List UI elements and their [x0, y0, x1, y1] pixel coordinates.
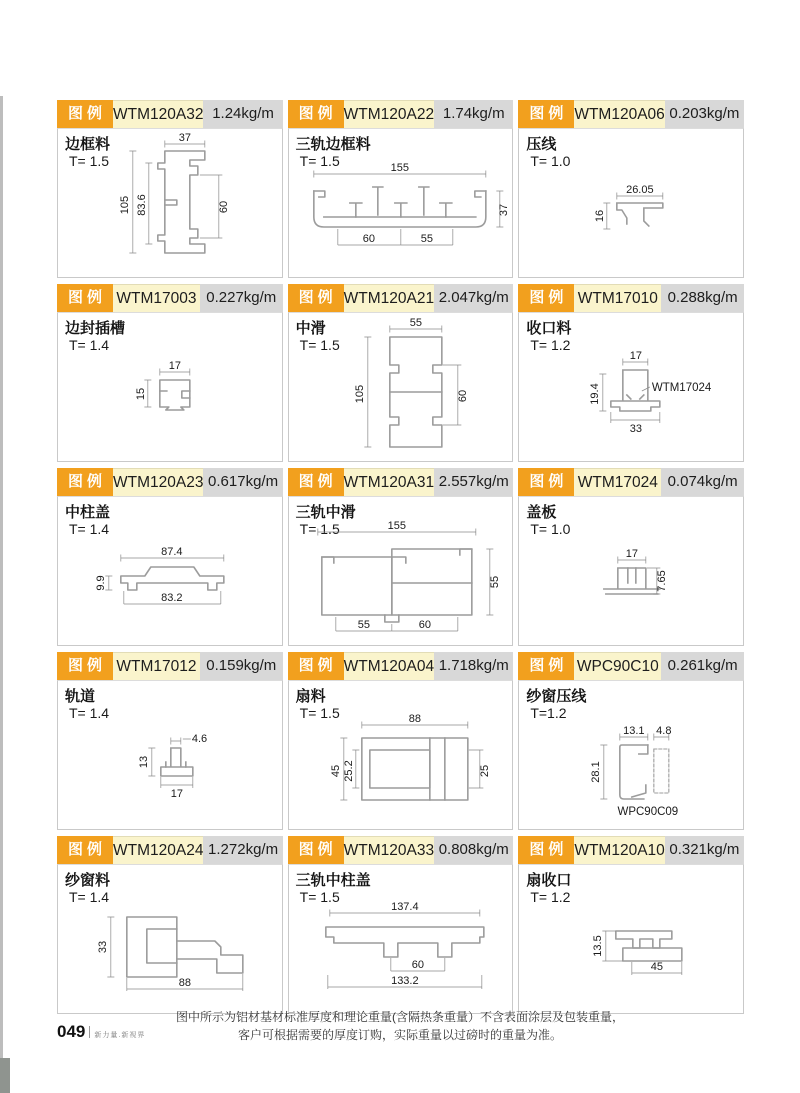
profile-outline	[158, 151, 205, 253]
profile-card	[57, 100, 283, 278]
card-header	[288, 100, 514, 128]
profile-outline	[389, 337, 441, 447]
profile-weight: 0.617kg/m	[203, 468, 282, 496]
profile-code: WTM120A32	[113, 100, 203, 128]
profile-name: 中滑	[295, 320, 326, 337]
profile-code: WTM17024	[574, 468, 661, 496]
scan-corner-mark	[0, 1058, 10, 1093]
related-code-note: WPC90C09	[617, 806, 679, 818]
footer-note-line2: 客户可根据需要的厚度订购，实际重量以过磅时的重量为准。	[237, 1028, 562, 1042]
dim-label: 28.1	[590, 761, 603, 783]
legend-label: 图例	[57, 652, 113, 680]
profile-code: WTM120A10	[574, 836, 664, 864]
profile-code: WTM120A04	[344, 652, 434, 680]
profile-drawing	[289, 129, 513, 277]
dimension-lines	[144, 369, 190, 408]
profile-drawing	[519, 681, 743, 829]
card-header	[518, 652, 744, 680]
profile-drawing	[58, 313, 282, 461]
profile-outline	[604, 568, 660, 594]
profile-card	[288, 468, 514, 646]
profile-outline	[121, 567, 224, 590]
scan-edge-strip	[0, 96, 3, 1093]
dim-label: 17	[170, 788, 183, 800]
dim-label: 37	[497, 203, 510, 217]
dim-label: 55	[420, 233, 433, 245]
thickness-label: T= 1.0	[530, 153, 571, 169]
legend-label: 图例	[518, 100, 574, 128]
profile-weight: 0.203kg/m	[665, 100, 744, 128]
dim-label: 25.2	[342, 760, 355, 782]
dimension-lines	[364, 326, 461, 448]
profile-name: 扇料	[295, 688, 326, 705]
profile-card	[57, 652, 283, 830]
dim-label: 60	[362, 233, 375, 245]
card-body	[57, 312, 283, 462]
dim-label: 4.6	[191, 733, 208, 745]
profile-weight: 1.272kg/m	[203, 836, 282, 864]
dimension-lines	[604, 193, 664, 230]
dim-label: 88	[408, 713, 421, 725]
card-header	[288, 284, 514, 312]
card-header	[518, 100, 744, 128]
legend-label: 图例	[288, 652, 344, 680]
card-body	[57, 128, 283, 278]
card-body	[288, 680, 514, 830]
card-header	[518, 284, 744, 312]
profile-drawing	[519, 313, 743, 461]
card-body	[518, 496, 744, 646]
card-body	[57, 496, 283, 646]
thickness-label: T= 1.4	[69, 337, 110, 353]
profile-card	[518, 100, 744, 278]
legend-label: 图例	[57, 836, 113, 864]
dim-label: 55	[488, 575, 501, 589]
profile-code: WTM120A33	[344, 836, 434, 864]
profile-weight: 1.718kg/m	[434, 652, 513, 680]
profile-name: 盖板	[526, 504, 557, 521]
profile-name: 纱窗料	[65, 872, 111, 889]
profile-name: 三轨边框料	[295, 136, 371, 153]
thickness-label: T= 1.0	[530, 521, 571, 537]
dim-label: 45	[651, 961, 664, 973]
profile-code: WTM120A31	[344, 468, 434, 496]
profile-code: WTM17012	[113, 652, 200, 680]
footer-tagline: 新力量.新视界	[94, 1032, 146, 1039]
profile-card	[518, 284, 744, 462]
dim-label: 83.6	[135, 194, 148, 216]
profile-grid	[57, 100, 744, 1014]
page-footer	[57, 1022, 145, 1042]
profile-weight: 0.321kg/m	[665, 836, 744, 864]
profile-outline	[617, 203, 663, 226]
profile-outline	[616, 931, 682, 961]
dim-label: 55	[357, 619, 370, 631]
profile-card	[518, 468, 744, 646]
profile-card	[57, 284, 283, 462]
profile-name: 三轨中滑	[295, 504, 356, 521]
profile-code: WTM17010	[574, 284, 661, 312]
dim-label: 15	[134, 387, 147, 401]
dim-label: 88	[178, 977, 191, 989]
profile-card	[288, 652, 514, 830]
profile-name: 扇收口	[526, 872, 572, 889]
dimension-lines	[600, 359, 661, 424]
card-body	[288, 128, 514, 278]
dim-label: 37	[178, 132, 191, 144]
dim-label: 26.05	[626, 184, 654, 196]
thickness-label: T=1.2	[530, 705, 567, 721]
dimension-lines	[313, 171, 503, 246]
dimension-lines	[107, 917, 243, 991]
profile-code: WTM120A24	[113, 836, 203, 864]
dim-label: 13.1	[623, 725, 645, 737]
profile-drawing	[519, 497, 743, 645]
profile-drawing	[519, 129, 743, 277]
profile-weight: 0.288kg/m	[661, 284, 744, 312]
profile-weight: 2.557kg/m	[434, 468, 513, 496]
dim-label: 137.4	[390, 901, 419, 913]
profile-weight: 0.227kg/m	[200, 284, 283, 312]
dim-label: 60	[217, 200, 230, 214]
profile-drawing	[289, 497, 513, 645]
profile-drawing	[289, 681, 513, 829]
profile-outline	[620, 745, 669, 799]
card-header	[288, 836, 514, 864]
profile-weight: 2.047kg/m	[434, 284, 513, 312]
card-body	[518, 864, 744, 1014]
profile-weight: 0.074kg/m	[661, 468, 744, 496]
profile-drawing	[58, 497, 282, 645]
dim-label: 155	[387, 520, 406, 532]
thickness-label: T= 1.4	[69, 705, 110, 721]
profile-drawing	[519, 865, 743, 1013]
thickness-label: T= 1.5	[69, 153, 110, 169]
legend-label: 图例	[57, 468, 113, 496]
profile-code: WTM17003	[113, 284, 200, 312]
legend-label: 图例	[518, 284, 574, 312]
dim-label: 83.2	[161, 592, 183, 604]
profile-name: 收口料	[526, 320, 572, 337]
profile-weight: 1.74kg/m	[434, 100, 513, 128]
dim-label: 17	[168, 360, 181, 372]
profile-code: WPC90C10	[574, 652, 661, 680]
profile-card	[57, 468, 283, 646]
card-body	[518, 128, 744, 278]
legend-label: 图例	[288, 836, 344, 864]
dim-label: 17	[626, 548, 639, 560]
dim-label: 33	[96, 940, 109, 954]
dim-label: 13.5	[592, 935, 605, 957]
card-header	[57, 836, 283, 864]
legend-label: 图例	[518, 836, 574, 864]
legend-label: 图例	[288, 468, 344, 496]
profile-code: WTM120A21	[344, 284, 434, 312]
profile-weight: 1.24kg/m	[203, 100, 282, 128]
dimension-lines	[601, 734, 670, 800]
profile-outline	[325, 927, 483, 957]
profile-card	[288, 284, 514, 462]
card-body	[57, 680, 283, 830]
profile-drawing	[58, 681, 282, 829]
profile-outline	[321, 549, 471, 622]
profile-name: 边封插槽	[65, 320, 126, 337]
dim-label: 19.4	[589, 383, 602, 405]
dim-label: 105	[353, 384, 366, 404]
card-body	[518, 680, 744, 830]
thickness-label: T= 1.2	[530, 337, 571, 353]
dim-label: 105	[118, 195, 131, 215]
dim-label: 133.2	[390, 975, 419, 987]
dim-label: 60	[456, 389, 469, 403]
thickness-label: T= 1.5	[299, 521, 340, 537]
thickness-label: T= 1.4	[69, 889, 110, 905]
card-body	[288, 312, 514, 462]
card-body	[288, 864, 514, 1014]
thickness-label: T= 1.2	[530, 889, 571, 905]
page-number: 049	[57, 1022, 86, 1041]
footer-divider	[89, 1026, 90, 1038]
profile-outline	[161, 748, 193, 776]
profile-name: 中柱盖	[65, 504, 111, 521]
profile-weight: 0.808kg/m	[434, 836, 513, 864]
dim-label: 4.8	[656, 725, 672, 737]
profile-outline	[127, 917, 243, 977]
profile-weight: 0.261kg/m	[661, 652, 744, 680]
card-header	[288, 652, 514, 680]
dim-label: 60	[411, 959, 424, 971]
dim-label: 155	[390, 162, 409, 174]
related-code-note: WTM17024	[652, 382, 712, 394]
dim-label: 16	[594, 209, 607, 223]
profile-drawing	[289, 313, 513, 461]
dim-label: 7.65	[656, 570, 669, 592]
legend-label: 图例	[57, 100, 113, 128]
profile-card	[288, 100, 514, 278]
legend-label: 图例	[57, 284, 113, 312]
profile-weight: 0.159kg/m	[200, 652, 283, 680]
thickness-label: T= 1.4	[69, 521, 110, 537]
profile-name: 边框料	[65, 136, 111, 153]
dim-label: 9.9	[94, 575, 107, 591]
profile-drawing	[58, 129, 282, 277]
card-body	[288, 496, 514, 646]
dim-label: 13	[137, 755, 150, 769]
profile-code: WTM120A22	[344, 100, 434, 128]
footer-note-line1: 图中所示为铝材基材标准厚度和理论重量(含隔热条重量）不含表面涂层及包装重量，	[176, 1010, 624, 1024]
dim-label: 60	[418, 619, 431, 631]
legend-label: 图例	[518, 468, 574, 496]
card-header	[57, 100, 283, 128]
card-body	[57, 864, 283, 1014]
profile-card	[518, 652, 744, 830]
thickness-label: T= 1.5	[299, 337, 340, 353]
profile-name: 压线	[526, 136, 557, 153]
thickness-label: T= 1.5	[299, 153, 340, 169]
profile-name: 纱窗压线	[526, 688, 587, 705]
dimension-lines	[603, 931, 683, 975]
card-header	[518, 468, 744, 496]
profile-name: 轨道	[65, 688, 96, 705]
dim-label: 33	[630, 423, 643, 435]
profile-outline	[160, 380, 190, 410]
profile-code: WTM120A23	[113, 468, 203, 496]
profile-name: 三轨中柱盖	[295, 872, 371, 889]
profile-card	[518, 836, 744, 1014]
dim-label: 87.4	[161, 546, 183, 558]
thickness-label: T= 1.5	[299, 705, 340, 721]
card-header	[518, 836, 744, 864]
card-header	[57, 652, 283, 680]
dim-label: 17	[630, 350, 643, 362]
dim-label: 45	[329, 764, 342, 778]
legend-label: 图例	[288, 100, 344, 128]
thickness-label: T= 1.5	[299, 889, 340, 905]
card-header	[288, 468, 514, 496]
profile-card	[57, 836, 283, 1014]
profile-outline	[361, 738, 467, 800]
legend-label: 图例	[288, 284, 344, 312]
card-header	[57, 468, 283, 496]
profile-drawing	[289, 865, 513, 1013]
profile-drawing	[58, 865, 282, 1013]
dim-label: 25	[478, 764, 491, 778]
card-header	[57, 284, 283, 312]
profile-outline	[313, 187, 485, 227]
dim-label: 55	[409, 317, 422, 329]
card-body	[518, 312, 744, 462]
legend-label: 图例	[518, 652, 574, 680]
profile-card	[288, 836, 514, 1014]
profile-code: WTM120A06	[574, 100, 664, 128]
